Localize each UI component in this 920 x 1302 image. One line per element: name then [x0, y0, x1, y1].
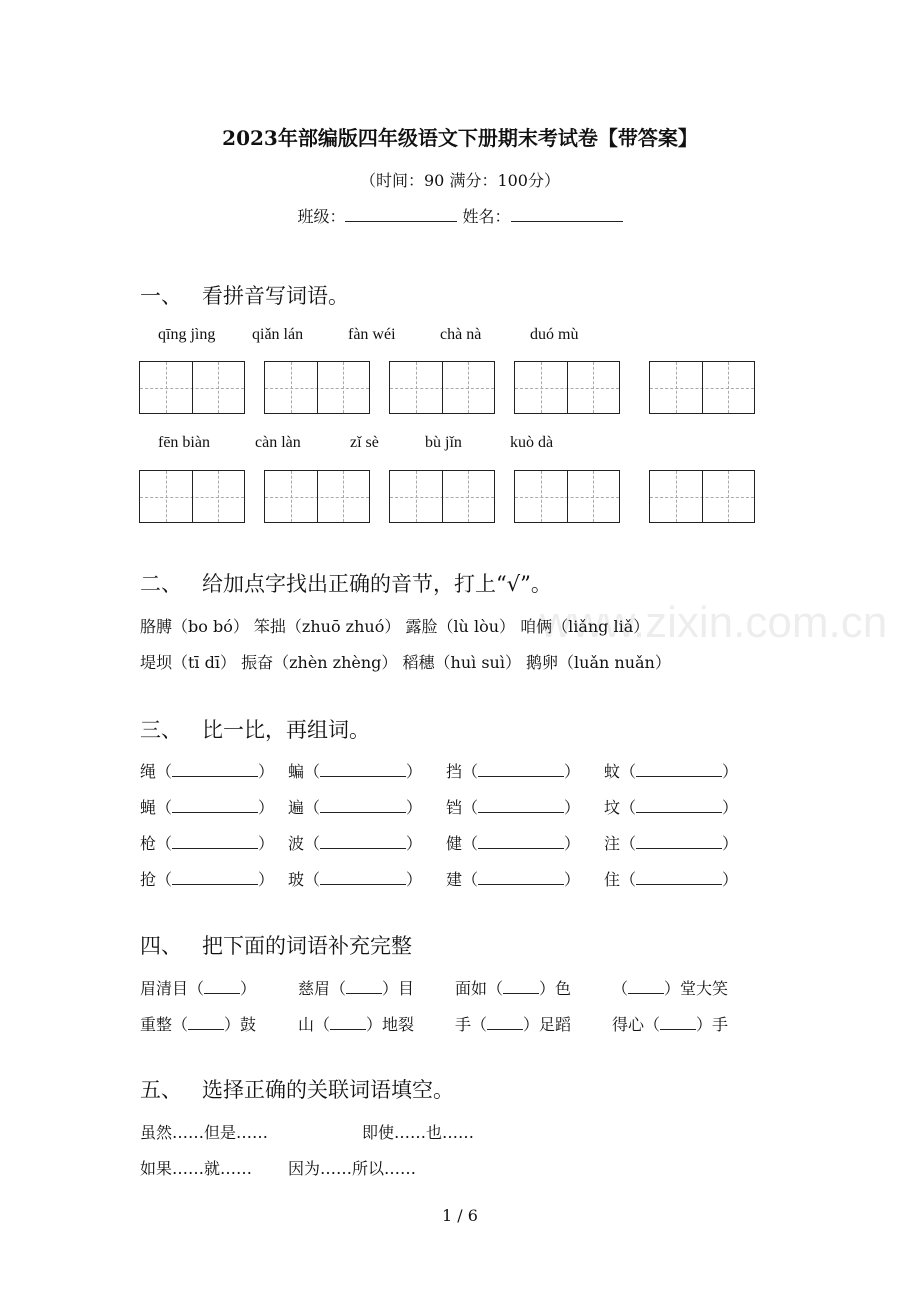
writing-grid[interactable]: [649, 361, 755, 414]
writing-grid[interactable]: [514, 361, 620, 414]
compare-item: 铛（ ）: [446, 798, 581, 817]
section-title: 把下面的词语补充完整: [202, 934, 412, 958]
answer-blank[interactable]: [172, 762, 258, 777]
conjunction-option: 即使……也……: [362, 1123, 475, 1142]
section-4-heading: [140, 930, 412, 960]
idiom-blank[interactable]: [330, 1015, 366, 1030]
section-number: 三、: [140, 718, 182, 742]
pinyin: kuò dà: [510, 434, 554, 451]
idiom-blank[interactable]: [628, 979, 664, 994]
pronunciation-line: 堤坝（tī dī） 振奋（zhèn zhèng） 稻穗（huì suì） 鹅卵（luǎn nuǎn）: [140, 653, 671, 672]
writing-grid[interactable]: [264, 361, 370, 414]
answer-blank[interactable]: [636, 834, 722, 849]
compare-item: 蝙（ ）: [288, 762, 423, 781]
compare-char: 玻: [288, 870, 305, 889]
writing-grid[interactable]: [389, 470, 495, 523]
compare-char: 铛: [446, 798, 463, 817]
compare-item: 坟（ ）: [604, 798, 739, 817]
compare-char: 建: [446, 870, 463, 889]
page-title: 2023年部编版四年级语文下册期末考试卷【带答案】: [222, 126, 698, 150]
idiom-suffix: ）堂大笑: [664, 979, 729, 998]
answer-blank[interactable]: [478, 762, 564, 777]
answer-blank[interactable]: [320, 798, 406, 813]
compare-char: 抢: [140, 870, 157, 889]
writing-grid[interactable]: [139, 470, 245, 523]
idiom-suffix: ）地裂: [366, 1015, 415, 1034]
idiom-item: [612, 976, 728, 999]
section-number: 一、: [140, 284, 182, 308]
compare-char: 遍: [288, 798, 305, 817]
section-title: 看拼音写词语。: [202, 284, 349, 308]
pinyin: duó mù: [530, 326, 579, 343]
compare-item: 健（ ）: [446, 834, 581, 853]
compare-item: 挡（ ）: [446, 762, 581, 781]
pinyin: zǐ sè: [350, 434, 379, 451]
compare-item: 玻（ ）: [288, 870, 423, 889]
idiom-suffix: ）手: [696, 1015, 729, 1034]
idiom-suffix: ）: [240, 979, 257, 998]
idiom-suffix: ）目: [382, 979, 415, 998]
compare-item: 注（ ）: [604, 834, 739, 853]
compare-char: 蝇: [140, 798, 157, 817]
compare-char: 坟: [604, 798, 621, 817]
pinyin: fēn biàn: [158, 434, 210, 451]
answer-blank[interactable]: [172, 870, 258, 885]
name-label: 姓名：: [462, 207, 511, 226]
pinyin: càn làn: [255, 434, 301, 451]
idiom-prefix: 手（: [455, 1015, 488, 1034]
pinyin: chà nà: [440, 326, 482, 343]
idiom-suffix: ）足蹈: [523, 1015, 572, 1034]
pinyin: bù jǐn: [425, 434, 462, 451]
idiom-blank[interactable]: [660, 1015, 696, 1030]
name-field[interactable]: [511, 207, 623, 222]
idiom-item: [298, 976, 414, 999]
idiom-item: [140, 1012, 256, 1035]
compare-char: 蝙: [288, 762, 305, 781]
compare-char: 枪: [140, 834, 157, 853]
answer-blank[interactable]: [320, 762, 406, 777]
writing-grid[interactable]: [264, 470, 370, 523]
idiom-prefix: 山（: [298, 1015, 331, 1034]
compare-char: 住: [604, 870, 621, 889]
student-info: [0, 204, 920, 227]
compare-char: 健: [446, 834, 463, 853]
idiom-prefix: （: [612, 979, 629, 998]
pinyin: fàn wéi: [348, 326, 396, 343]
idiom-item: [298, 1012, 414, 1035]
writing-grid[interactable]: [139, 361, 245, 414]
idiom-prefix: 眉清目（: [140, 979, 205, 998]
compare-char: 波: [288, 834, 305, 853]
idiom-item: [455, 976, 571, 999]
conjunction-option: 如果……就……: [140, 1159, 253, 1178]
idiom-item: [612, 1012, 728, 1035]
pronunciation-line: 胳膊（bo bó） 笨拙（zhuō zhuó） 露脸（lù lòu） 咱俩（liǎng liǎ）: [140, 617, 650, 636]
section-number: 四、: [140, 934, 182, 958]
section-title: 给加点字找出正确的音节，打上“√”。: [202, 572, 552, 596]
compare-item: 蝇（ ）: [140, 798, 275, 817]
answer-blank[interactable]: [636, 762, 722, 777]
answer-blank[interactable]: [320, 870, 406, 885]
section-title: 比一比，再组词。: [202, 718, 370, 742]
conjunction-option: 因为……所以……: [288, 1159, 417, 1178]
section-1-heading: [140, 280, 349, 310]
compare-item: 蚊（ ）: [604, 762, 739, 781]
section-5-heading: [140, 1074, 454, 1104]
watermark: www.zixin.com.cn: [540, 598, 888, 647]
section-2-heading: [140, 568, 552, 598]
idiom-prefix: 面如（: [455, 979, 504, 998]
conjunction-option: 虽然……但是……: [140, 1123, 269, 1142]
compare-char: 蚊: [604, 762, 621, 781]
page-number: 1 / 6: [442, 1206, 478, 1225]
answer-blank[interactable]: [478, 870, 564, 885]
section-3-heading: [140, 714, 370, 744]
writing-grid[interactable]: [514, 470, 620, 523]
answer-blank[interactable]: [636, 870, 722, 885]
idiom-prefix: 得心（: [612, 1015, 661, 1034]
compare-char: 挡: [446, 762, 463, 781]
answer-blank[interactable]: [172, 798, 258, 813]
compare-item: 波（ ）: [288, 834, 423, 853]
answer-blank[interactable]: [636, 798, 722, 813]
compare-item: 枪（ ）: [140, 834, 275, 853]
answer-blank[interactable]: [478, 834, 564, 849]
compare-item: 遍（ ）: [288, 798, 423, 817]
compare-item: 抢（ ）: [140, 870, 275, 889]
idiom-blank[interactable]: [503, 979, 539, 994]
writing-grid[interactable]: [649, 470, 755, 523]
idiom-blank[interactable]: [487, 1015, 523, 1030]
compare-item: 住（ ）: [604, 870, 739, 889]
answer-blank[interactable]: [478, 798, 564, 813]
compare-char: 注: [604, 834, 621, 853]
idiom-blank[interactable]: [346, 979, 382, 994]
section-number: 二、: [140, 572, 182, 596]
idiom-blank[interactable]: [204, 979, 240, 994]
pinyin: qīng jìng: [158, 326, 216, 343]
class-field[interactable]: [345, 207, 457, 222]
idiom-suffix: ）鼓: [224, 1015, 257, 1034]
compare-item: 绳（ ）: [140, 762, 275, 781]
idiom-item: [140, 976, 256, 999]
idiom-prefix: 重整（: [140, 1015, 189, 1034]
idiom-item: [455, 1012, 571, 1035]
answer-blank[interactable]: [320, 834, 406, 849]
compare-item: 建（ ）: [446, 870, 581, 889]
idiom-prefix: 慈眉（: [298, 979, 347, 998]
pinyin: qiǎn lán: [252, 326, 304, 343]
answer-blank[interactable]: [172, 834, 258, 849]
exam-time-score: （时间：90 满分：100分）: [360, 171, 560, 190]
writing-grid[interactable]: [389, 361, 495, 414]
section-title: 选择正确的关联词语填空。: [202, 1078, 454, 1102]
compare-char: 绳: [140, 762, 157, 781]
class-label: 班级：: [297, 207, 346, 226]
section-number: 五、: [140, 1078, 182, 1102]
idiom-blank[interactable]: [188, 1015, 224, 1030]
idiom-suffix: ）色: [539, 979, 572, 998]
